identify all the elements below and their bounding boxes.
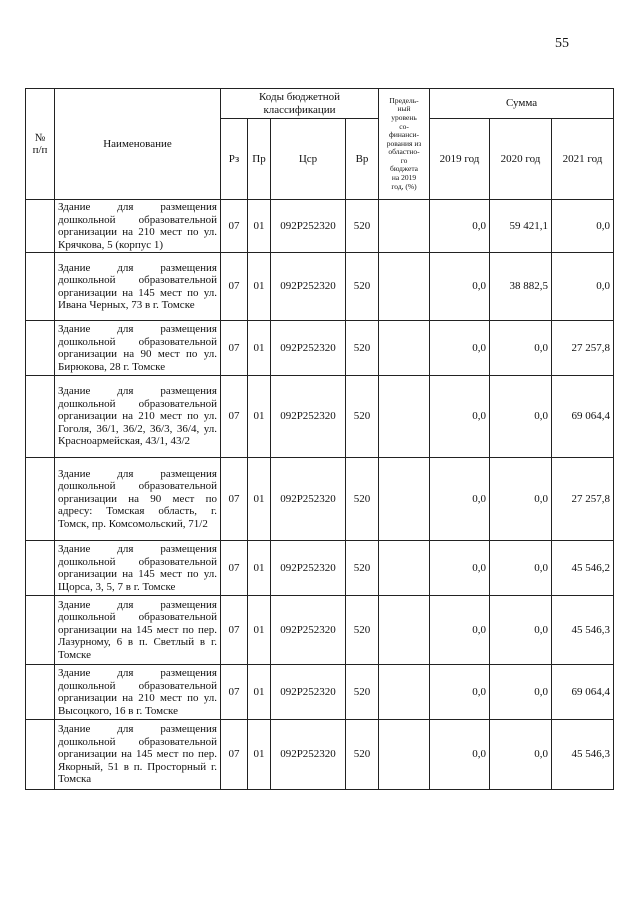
row-num (26, 376, 55, 458)
row-rz: 07 (221, 376, 248, 458)
row-csr: 092P252320 (271, 665, 346, 720)
row-2020: 38 882,5 (490, 253, 552, 321)
row-2020: 0,0 (490, 665, 552, 720)
row-rate (379, 376, 430, 458)
header-2021: 2021 год (552, 119, 614, 200)
row-vr: 520 (346, 458, 379, 541)
budget-table (25, 88, 614, 790)
row-rz: 07 (221, 253, 248, 321)
row-2021: 69 064,4 (552, 665, 614, 720)
row-2019: 0,0 (430, 321, 490, 376)
header-pr: Пр (248, 119, 271, 200)
row-name: Здание для размещения дошкольной образовательной организации на 90 мест по ул. Бирюкова, 28 г. Томске (55, 321, 221, 376)
table-row (26, 200, 614, 253)
row-rz: 07 (221, 541, 248, 596)
row-vr: 520 (346, 253, 379, 321)
row-rate (379, 596, 430, 665)
header-sum-group: Сумма (430, 89, 614, 119)
row-name: Здание для размещения дошкольной образовательной организации на 90 мест по адресу: Томская область, г. Томск, пр. Комсомольский, 71/2 (55, 458, 221, 541)
row-2021: 45 546,2 (552, 541, 614, 596)
page-number: 55 (555, 36, 569, 51)
row-num (26, 665, 55, 720)
row-pr: 01 (248, 596, 271, 665)
row-2019: 0,0 (430, 541, 490, 596)
header-csr: Цср (271, 119, 346, 200)
header-name: Наименование (55, 89, 221, 200)
row-2021: 0,0 (552, 200, 614, 253)
row-num (26, 720, 55, 790)
row-rz: 07 (221, 720, 248, 790)
row-2020: 0,0 (490, 458, 552, 541)
row-vr: 520 (346, 596, 379, 665)
row-rate (379, 720, 430, 790)
row-name: Здание для размещения дошкольной образовательной организации на 210 мест по ул. Крячкова, 5 (корпус 1) (55, 200, 221, 253)
row-rate (379, 665, 430, 720)
row-2019: 0,0 (430, 458, 490, 541)
row-csr: 092P252320 (271, 596, 346, 665)
table-row (26, 541, 614, 596)
row-name: Здание для размещения дошкольной образовательной организации на 145 мест по пер. Лазурному, 6 в п. Светлый в г. Томске (55, 596, 221, 665)
row-vr: 520 (346, 376, 379, 458)
row-pr: 01 (248, 458, 271, 541)
row-2021: 45 546,3 (552, 596, 614, 665)
row-csr: 092P252320 (271, 253, 346, 321)
row-pr: 01 (248, 720, 271, 790)
row-2021: 69 064,4 (552, 376, 614, 458)
row-rz: 07 (221, 665, 248, 720)
row-vr: 520 (346, 720, 379, 790)
row-rate (379, 253, 430, 321)
row-rz: 07 (221, 321, 248, 376)
header-rz: Рз (221, 119, 248, 200)
row-rate (379, 200, 430, 253)
row-name: Здание для размещения дошкольной образовательной организации на 210 мест по ул. Гоголя, 36/1, 36/2, 36/3, 36/4, ул. Красноармейская, 43/1, 43/2 (55, 376, 221, 458)
row-num (26, 200, 55, 253)
row-num (26, 541, 55, 596)
row-vr: 520 (346, 200, 379, 253)
header-num: № п/п (26, 89, 55, 200)
row-rz: 07 (221, 200, 248, 253)
row-rate (379, 541, 430, 596)
row-2021: 45 546,3 (552, 720, 614, 790)
header-vr: Вр (346, 119, 379, 200)
row-vr: 520 (346, 541, 379, 596)
row-pr: 01 (248, 200, 271, 253)
table-row (26, 458, 614, 541)
row-2021: 27 257,8 (552, 458, 614, 541)
row-2019: 0,0 (430, 200, 490, 253)
row-name: Здание для размещения дошкольной образовательной организации на 145 мест по ул. Щорса, 3, 5, 7 в г. Томске (55, 541, 221, 596)
row-2019: 0,0 (430, 720, 490, 790)
row-csr: 092P252320 (271, 720, 346, 790)
row-name: Здание для размещения дошкольной образовательной организации на 145 мест по ул. Ивана Черных, 73 в г. Томске (55, 253, 221, 321)
row-2020: 0,0 (490, 321, 552, 376)
row-2020: 59 421,1 (490, 200, 552, 253)
row-num (26, 458, 55, 541)
header-2019: 2019 год (430, 119, 490, 200)
row-vr: 520 (346, 321, 379, 376)
row-2020: 0,0 (490, 720, 552, 790)
table-row (26, 321, 614, 376)
table-row (26, 665, 614, 720)
row-2019: 0,0 (430, 665, 490, 720)
row-pr: 01 (248, 376, 271, 458)
row-2019: 0,0 (430, 596, 490, 665)
row-pr: 01 (248, 253, 271, 321)
table-row (26, 596, 614, 665)
row-rz: 07 (221, 596, 248, 665)
row-csr: 092P252320 (271, 376, 346, 458)
row-2019: 0,0 (430, 376, 490, 458)
row-num (26, 253, 55, 321)
table-row (26, 720, 614, 790)
row-name: Здание для размещения дошкольной образовательной организации на 145 мест по пер. Якорный, 51 в п. Просторный г. Томска (55, 720, 221, 790)
row-rate (379, 458, 430, 541)
row-rate (379, 321, 430, 376)
row-2020: 0,0 (490, 541, 552, 596)
row-csr: 092P252320 (271, 458, 346, 541)
row-pr: 01 (248, 665, 271, 720)
row-csr: 092P252320 (271, 321, 346, 376)
row-name: Здание для размещения дошкольной образовательной организации на 210 мест по ул. Высоцкого, 16 в г. Томске (55, 665, 221, 720)
row-num (26, 596, 55, 665)
row-num (26, 321, 55, 376)
header-2020: 2020 год (490, 119, 552, 200)
header-rate: Предель- ный уровень со- финанси- рования из областно- го бюджета на 2019 год, (%) (379, 89, 430, 200)
row-2021: 0,0 (552, 253, 614, 321)
header-codes-group: Коды бюджетной классификации (221, 89, 379, 119)
row-2019: 0,0 (430, 253, 490, 321)
table-row (26, 376, 614, 458)
row-pr: 01 (248, 541, 271, 596)
table-row (26, 253, 614, 321)
row-vr: 520 (346, 665, 379, 720)
row-2020: 0,0 (490, 596, 552, 665)
row-csr: 092P252320 (271, 541, 346, 596)
row-rz: 07 (221, 458, 248, 541)
row-pr: 01 (248, 321, 271, 376)
row-2021: 27 257,8 (552, 321, 614, 376)
row-2020: 0,0 (490, 376, 552, 458)
row-csr: 092P252320 (271, 200, 346, 253)
